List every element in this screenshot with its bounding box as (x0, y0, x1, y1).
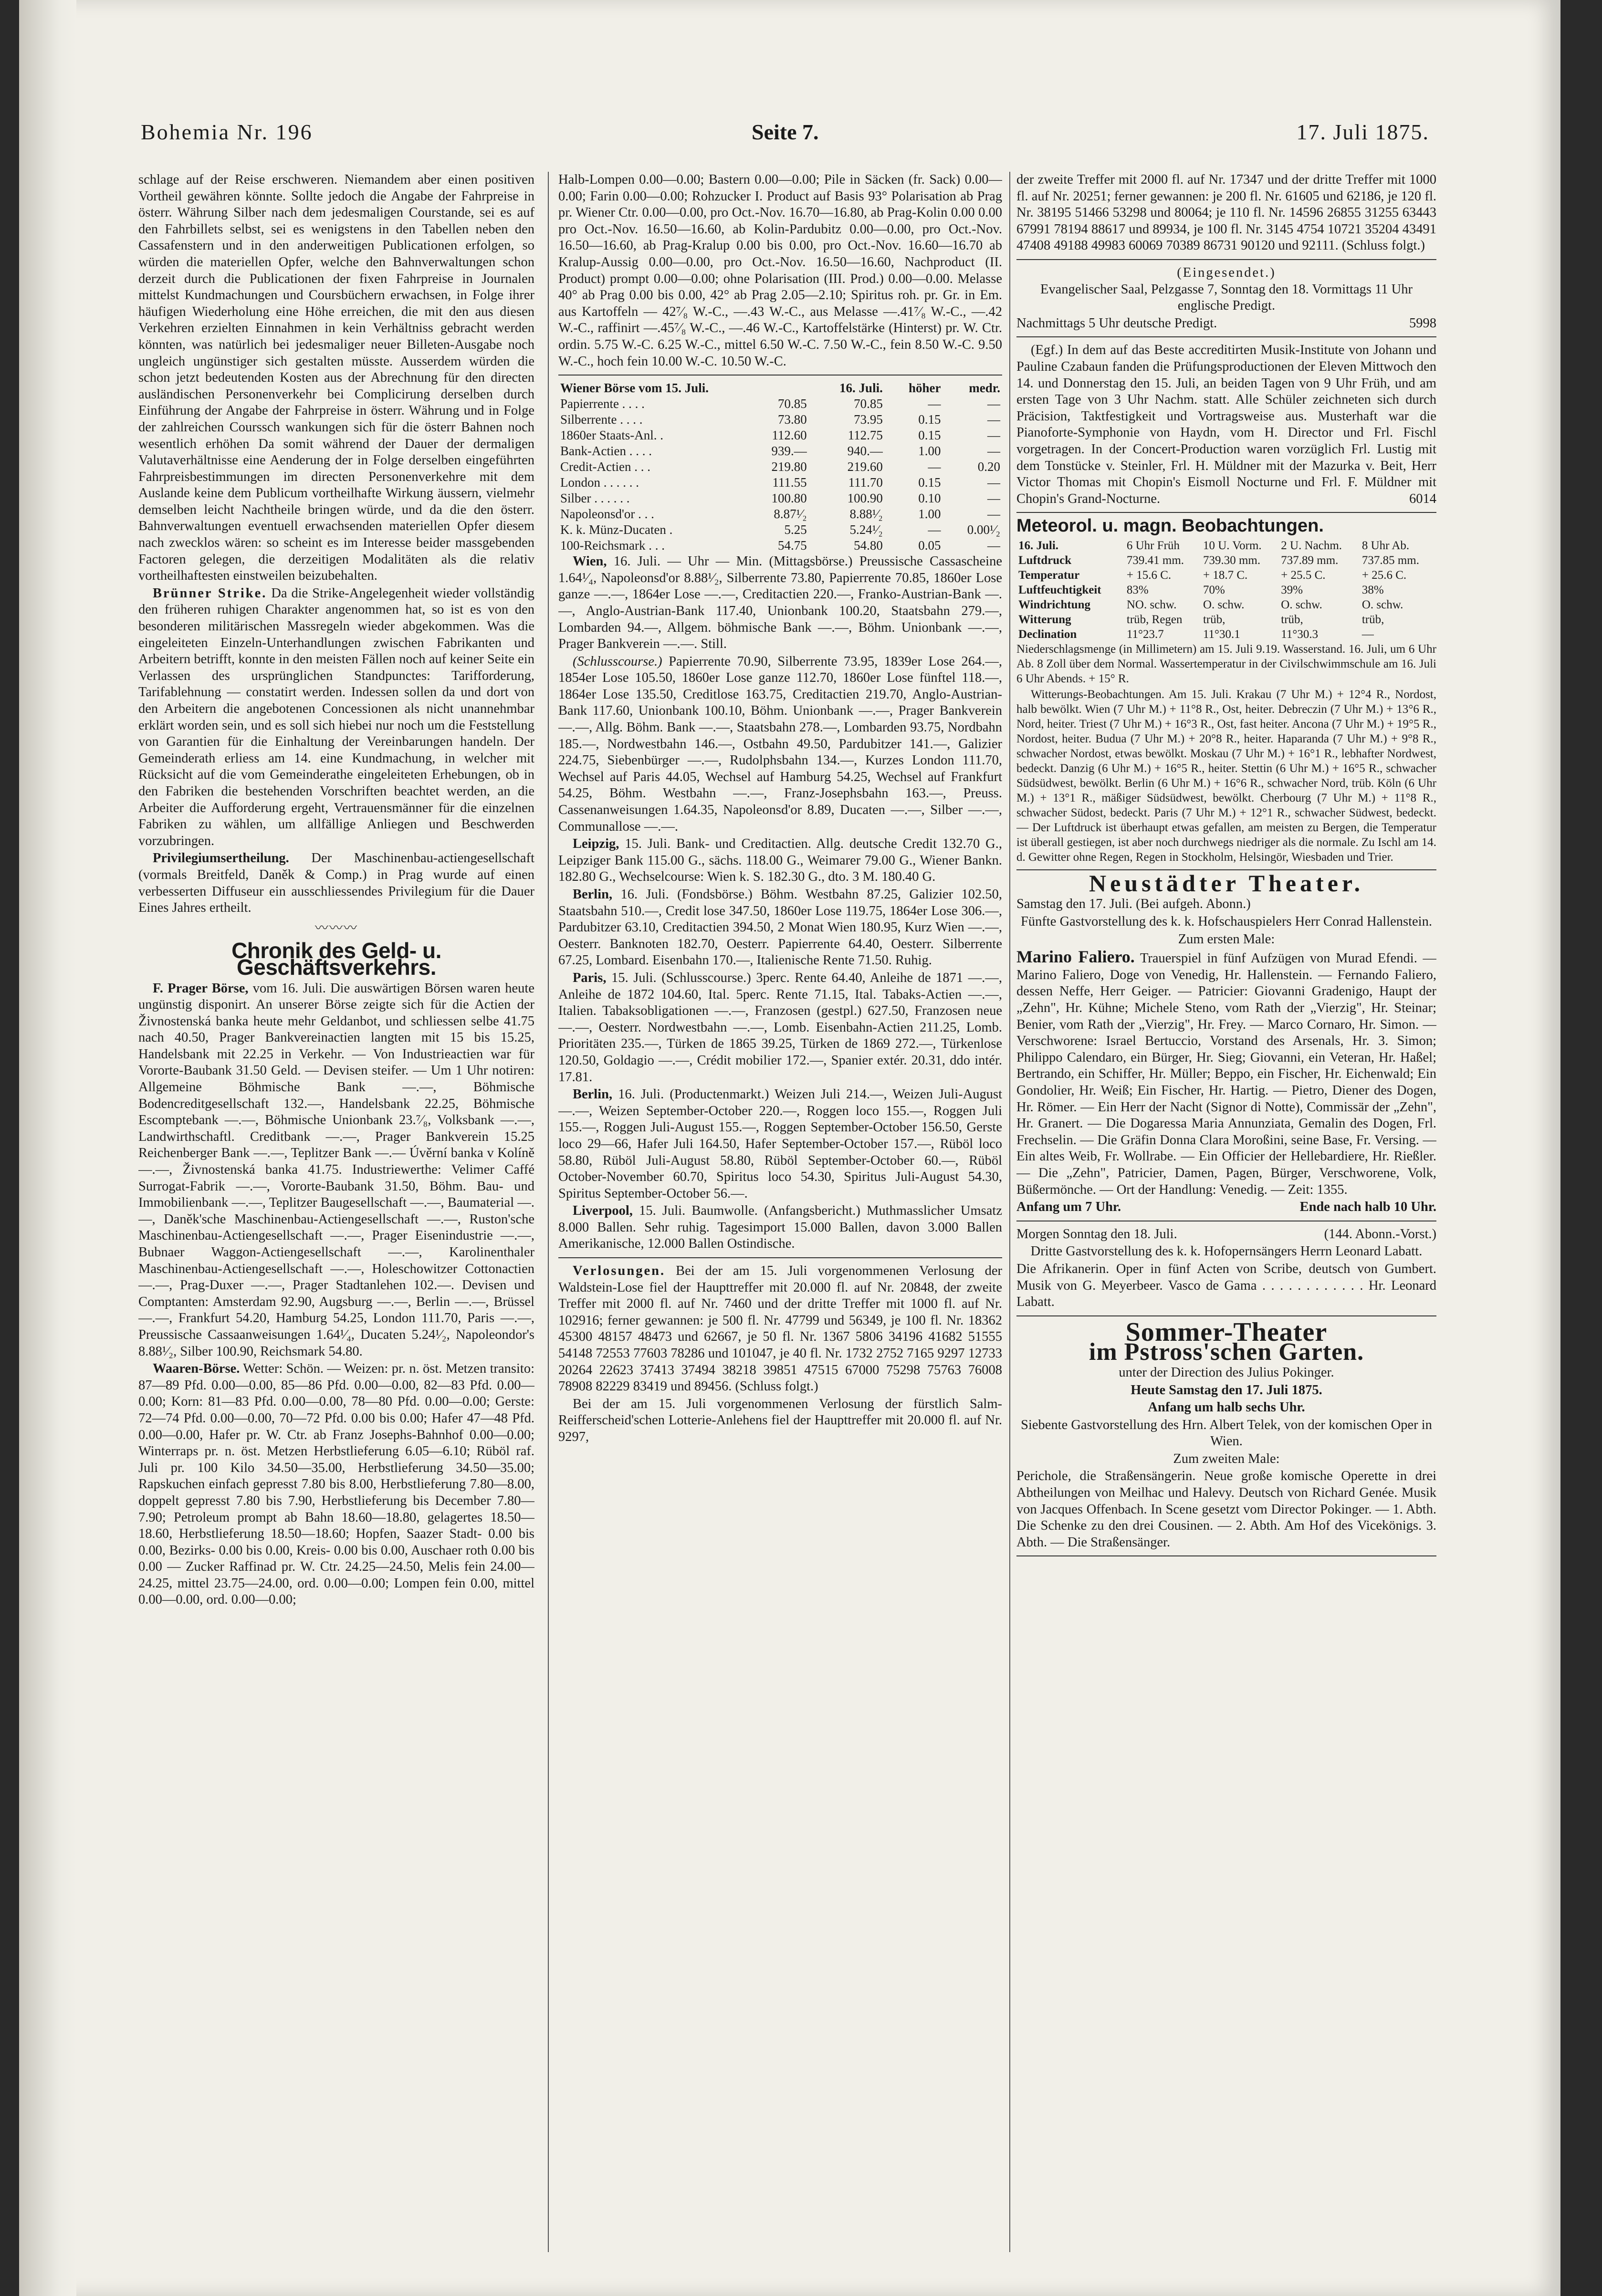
measure-name-cell: Windrichtung (1018, 598, 1090, 611)
table-header-cell: medr. (969, 381, 1000, 396)
table-header-cell: höher (908, 381, 941, 396)
value-cell: — (987, 412, 1000, 427)
value-cell: 5.24¹⁄₂ (849, 522, 883, 537)
divider (1016, 336, 1436, 337)
security-name-cell: 100-Reichsmark . . . (560, 538, 665, 553)
security-name-cell: Papierrente . . . . (560, 397, 645, 411)
column-2 (558, 172, 1002, 2252)
security-name-cell: London . . . . . . (560, 475, 639, 490)
theater-times (1016, 1199, 1436, 1216)
header-page-number: Seite 7. (752, 120, 819, 144)
table-header-row (1016, 538, 1436, 553)
church-notice-text: Nachmittags 5 Uhr deutsche Predigt. (1016, 315, 1217, 331)
security-name-cell: Silber . . . . . . (560, 491, 630, 506)
eingesendet-label: (Eingesendet.) (1177, 265, 1276, 280)
table-row (1016, 583, 1436, 597)
measure-name-cell: Declination (1018, 627, 1077, 641)
value-cell: 0.00¹⁄₂ (967, 522, 1000, 537)
notice-number: 6014 (1409, 491, 1436, 506)
article-heading: Berlin, (573, 1087, 613, 1102)
sommer-direction: unter der Direction des Julius Pokinger. (1119, 1365, 1334, 1380)
church-notice-2 (1016, 315, 1436, 332)
page-header (141, 110, 1429, 157)
value-cell: — (987, 507, 1000, 522)
column-rule-2 (1009, 172, 1010, 2252)
security-name-cell: Napoleonsd'or . . . (560, 507, 654, 522)
value-cell: 1.00 (918, 444, 941, 459)
value-cell: 739.30 mm. (1203, 553, 1261, 567)
table-row (1016, 553, 1436, 568)
article-continuation: Halb-Lompen 0.00—0.00; Bastern 0.00—0.00; Pile in Säcken (fr. Sack) 0.00—0.00; Farin 0.00—0.00; Rohzucker I. Product auf Basis 93° Polarisation ab Prag pr. Wiener Ctr. 0.00—0.00, pro Oct.-Nov. 16.70—16.80, ab Prag-Kolin 0.00 0.00 pro Oct.-Nov. 16.50—16.60, ab Kolin-Pardubitz 0.00—0.00, pro Oct.-Nov. 16.50—16.60, ab Prag-Kralup 0.00 bis 0.00, pro Oct.-Nov. 16.60—16.70 ab Kralup-Aussig 0.00—0.00, pro Oct.-Nov. 16.50—16.60, Nachproduct (II. Product) prompt 0.00—0.00; ohne Polarisation (III. Prod.) 0.00—0.00. Melasse 40° ab Prag 0.00 bis 0.00, 42° ab Prag 2.05—2.10; Spiritus roh. pr. Gr. in Em. aus Kartoffeln — 42⁷⁄₈ W.-C., —.43 W.-C., aus Melasse —.41⁷⁄₈ W.-C., —.42 W.-C., raffinirt —.45⁷⁄₈ W.-C., —.46 W.-C., Kartoffelstärke (Hinterst) pr. W. Ctr. ordin. 5.75 W.-C. 6.25 W.-C., mittel 6.50 W.-C. 7.50 W.-C., fein 8.50 W.-C. 9.50 W.-C., hoch fein 10.00 W.-C. 10.50 W.-C. (558, 172, 1002, 369)
article-waaren-boerse (138, 1361, 534, 1608)
table-row (558, 538, 1002, 553)
end-time: Ende nach halb 10 Uhr. (1299, 1200, 1436, 1215)
value-cell: 8.88¹⁄₂ (849, 507, 883, 522)
table-row (558, 396, 1002, 412)
theater-guest-2: Dritte Gastvorstellung des k. k. Hofopernsängers Herrn Leonard Labatt. (1030, 1244, 1423, 1259)
value-cell: 219.60 (847, 459, 883, 474)
value-cell: 38% (1361, 583, 1384, 596)
article-body: Bei der am 15. Juli vorgenommenen Verlosung der Waldstein-Lose fiel der Haupttreffer mit 20.000 fl. auf Nr. 20848, der zweite Treffer mit 2000 fl. auf Nr. 7460 und der dritte Treffer mit 1000 fl. auf Nr. 102916; ferner gewannen: je 500 fl. Nr. 47799 und 56349, je 100 fl. Nr. 18362 45300 48157 48473 und 62667, je 50 fl. Nr. 1367 5806 34196 41682 51555 54148 72553 77603 78286 und 101047, je 40 fl. Nr. 1732 2752 7165 9297 12733 20264 22623 37413 37494 38218 39851 47515 67000 75298 75763 76008 78908 82229 83419 und 89456. (Schluss folgt.) (558, 1263, 1002, 1394)
value-cell: — (987, 444, 1000, 459)
article-verlosungen-2: Bei der am 15. Juli vorgenommenen Verlosung der fürstlich Salm-Reifferscheid'schen Lotterie-Anlehens fiel der Haupttreffer mit 20.000 fl. auf Nr. 9297, (558, 1396, 1002, 1444)
newspaper-page (19, 0, 1560, 2296)
divider (1016, 259, 1436, 260)
measure-name-cell: Luftfeuchtigkeit (1018, 583, 1101, 596)
article-prager-boerse (138, 981, 534, 1360)
article-berlin-producten (558, 1086, 1002, 1202)
value-cell: 0.20 (977, 459, 1000, 474)
value-cell: — (928, 459, 941, 474)
table-header-cell: 6 Uhr Früh (1126, 539, 1180, 552)
section-title-meteo: Meteorol. u. magn. Beobachtungen. (1016, 516, 1324, 536)
value-cell: 219.80 (771, 459, 807, 474)
value-cell: — (987, 491, 1000, 506)
table-row (558, 522, 1002, 538)
divider (558, 375, 1002, 376)
security-name-cell: K. k. Münz-Ducaten . (560, 522, 673, 537)
wiener-boerse-table (558, 380, 1002, 553)
article-heading: Berlin, (573, 887, 613, 902)
sommer-start: Anfang um halb sechs Uhr. (1148, 1400, 1305, 1415)
article-leipzig (558, 836, 1002, 886)
value-cell: trüb, (1281, 613, 1303, 626)
value-cell: — (928, 397, 941, 411)
value-cell: 0.15 (918, 475, 941, 490)
article-body: (Egf.) In dem auf das Beste accreditirten Musik-Institute von Johann und Pauline Czabaun fanden die Prüfungsproductionen der Eleven Mittwoch den 14. und Donnerstag den 15. Juli, an beiden Tagen von 9 Uhr Früh, und am ersten Tage von 3 Uhr Nachm. statt. Alle Schüler zeichneten sich durch Präcision, Taktfestigkeit und Vortragsweise aus. Musterhaft war die Pianoforte-Symphonie von Haydn, vom H. Director und Frl. Fischl vorgetragen. In der Concert-Production waren vorzüglich Frl. Lustig mit dem Tonstücke v. Steinler, Frl. H. Müldner mit der Mazurka v. Beit, Herr Victor Thomas mit Chopin's Eismoll Nocturne und Frl. F. Müldner mit Chopin's Grand-Nocturne. (1016, 343, 1436, 506)
value-cell: O. schw. (1281, 598, 1322, 611)
header-masthead: Bohemia Nr. 196 (141, 120, 313, 144)
value-cell: 0.15 (918, 412, 941, 427)
value-cell: 83% (1126, 583, 1149, 596)
value-cell: 100.80 (771, 491, 807, 506)
article-body: vom 16. Juli. Die auswärtigen Börsen waren heute ungünstig disponirt. An unserer Börse zeigte sich für die Actien der Živnostenská banka heute mehr Geldanbot, und schliessen selbe 41.75 nach 40.50, Prager Bankvereinactien langten mit 15 bis 15.25, Handelsbank mit 22.25 in Verkehr. — Von Industrieactien war für Vororte-Baubank 31.50 Geld. — Devisen steifer. — Um 1 Uhr notiren: Allgemeine Böhmische Bank —.—, Böhmische Bodencreditgesellschaft 132.—, Handelsbank 22.25, Böhmische Escomptebank —.—, Böhmische Unionbank 23.⁷⁄₈, Volksbank —.—, Landwirthschaftl. Creditbank —.—, Prager Bankverein 15.25 Reichenberger Bank —.—, Teplitzer Bank —.— Úvěrní banka v Kolíně —.—, Živnostenská banka 41.75. Industriewerthe: Velimer Caffé Surrogat-Fabrik —.—, Vororte-Baubank 31.50, Böhm. Bau- und Immobilienbank —.—, Teplitzer Baugesellschaft —.—, Baumaterial —.—, Daněk'sche Maschinenbau-Actiengesellschaft —.—, Ruston'sche Maschinenbau-Actiengesellschaft —.—, Prager Eisenindustrie —.—, Bubnaer Waggon-Actiengesellschaft —.—, Karolinenthaler Maschinenbau-Actiengesellschaft —.—, Holeschowitzer Cottonactien —.—, Prag-Duxer —.—, Prager Stadtanlehen 102.—. Devisen und Comptanten: Amsterdam 92.90, Augsburg —.—, Berlin —.—, Brüssel —.—, Frankfurt 54.20, Hamburg 54.25, London 111.70, Paris —.—, Preussische Cassaanweisungen 1.64¹⁄₄, Ducaten 5.24¹⁄₂, Napoleondor's 8.88¹⁄₂, Silber 100.90, Reichsmark 54.80. (138, 981, 534, 1359)
sommer-date: Heute Samstag den 17. Juli 1875. (1131, 1382, 1322, 1398)
security-name-cell: 1860er Staats-Anl. . (560, 428, 663, 443)
article-body: Wetter: Schön. — Weizen: pr. n. öst. Metzen transito: 87—89 Pfd. 0.00—0.00, 85—86 Pfd. 0.00—0.00, 82—83 Pfd. 0.00—0.00; Korn: 81—83 Pfd. 0.00—0.00, 78—80 Pfd. 0.00—0.00; Gerste: 72—74 Pfd. 0.00—0.00, 70—72 Pfd. 0.00 bis 0.00; Hafer 47—48 Pfd. 0.00—0.00, Hafer pr. W. Ctr. ab Franz Josephs-Bahnhof 0.00—0.00; Winterraps pr. n. öst. Metzen Herbstlieferung 6.05—6.10; Rüböl raf. Juli pr. 100 Kilo 34.50—35.00, Herbstlieferung 34.50—35.00; Rapskuchen einfach gepresst 7.80 bis 8.00, Herbstlieferung 7.80—8.00, doppelt gepresst 7.80 bis 7.90, Herbstlieferung bis December 7.80—7.90; Petroleum prompt ab Bahn 18.60—18.80, gelagertes 18.50—18.60, Herbstlieferung 18.50—18.60; Hopfen, Saazer Stadt- 0.00 bis 0.00, Bezirks- 0.00 bis 0.00, Kreis- 0.00 bis 0.00, Auschaer roth 0.00 bis 0.00 — Zucker Raffinad pr. W. Ctr. 24.25—24.50, Melis fein 24.00—24.25, mittel 23.75—24.00, ord. 0.00—0.00; Lompen fein 0.00, mittel 0.00—0.00, ord. 0.00—0.00; (138, 1361, 534, 1607)
header-date: 17. Juli 1875. (1296, 120, 1429, 144)
theater-date: Samstag den 17. Juli. (Bei aufgeh. Abonn.) (1016, 897, 1251, 912)
value-cell: 5.25 (784, 522, 807, 537)
divider (1016, 512, 1436, 513)
table-row (1016, 597, 1436, 612)
article-continuation: der zweite Treffer mit 2000 fl. auf Nr. 17347 und der dritte Treffer mit 1000 fl. auf Nr. 20251; ferner gewannen: je 200 fl. Nr. 61605 und 62186, je 120 fl. Nr. 38195 51466 53298 und 80064; je 110 fl. Nr. 14596 26855 31255 63443 67991 78194 88617 und 89934, je 100 fl. Nr. 3145 4754 10721 35204 43491 47408 49188 49983 60069 70389 86731 90120 und 92111. (Schluss folgt.) (1016, 172, 1436, 253)
section-title-chronik: Chronik des Geld- u. Geschäftsverkehrs. (231, 938, 441, 980)
table-row (1016, 627, 1436, 642)
value-cell: 0.10 (918, 491, 941, 506)
article-liverpool (558, 1203, 1002, 1252)
value-cell: 73.80 (777, 412, 807, 427)
page-binding-shadow (19, 0, 76, 2296)
value-cell: 739.41 mm. (1126, 553, 1184, 567)
value-cell: 11°30.1 (1203, 627, 1240, 641)
article-heading: Wien, (573, 554, 607, 569)
article-body: 16. Juli. (Productenmarkt.) Weizen Juli 214.—, Weizen Juli-August —.—, Weizen September-October 220.—, Roggen loco 155.—, Roggen Juli 155.—, Roggen Juli-August 155.—, Roggen September-October 156.50, Gerste loco 29—66, Hafer Juli 164.50, Hafer September-October 157.—, Rüböl loco 58.80, Rüböl Juli-August 58.80, Rüböl September-October 60.—, Rüböl October-November 60.70, Spiritus loco 54.30, Spiritus Juli-August 54.30, Spiritus September-October 56.—. (558, 1087, 1002, 1201)
article-heading: Waaren-Börse. (153, 1361, 240, 1377)
value-cell: — (1361, 627, 1374, 641)
article-body: 15. Juli. Bank- und Creditactien. Allg. deutsche Credit 132.70 G., Leipziger Bank 115.00 G., sächs. 118.00 G., Weimarer 79.00 G., Wiener Bankn. 182.80 G., Wechselcourse: Wien k. S. 182.30 G., dto. 3 M. 180.40 G. (558, 836, 1002, 885)
value-cell: 0.15 (918, 428, 941, 443)
security-name-cell: Silberrente . . . . (560, 412, 643, 427)
theater-title: Neustädter Theater. (1089, 869, 1364, 897)
table-header-row (558, 380, 1002, 396)
table-header-cell: 16. Juli. (839, 381, 883, 396)
table-header-cell: 10 U. Vorm. (1203, 539, 1262, 552)
value-cell: 70% (1203, 583, 1225, 596)
value-cell: 112.60 (772, 428, 807, 443)
value-cell: + 25.5 C. (1281, 568, 1326, 582)
table-header-cell: 8 Uhr Ab. (1361, 539, 1410, 552)
section-divider: 〰〰〰 (314, 920, 358, 936)
value-cell: 737.89 mm. (1281, 553, 1339, 567)
column-1 (138, 172, 534, 2252)
measure-name-cell: Witterung (1018, 613, 1071, 626)
table-row (558, 443, 1002, 459)
measure-name-cell: Temperatur (1018, 568, 1080, 582)
article-berlin (558, 887, 1002, 969)
notice-number: 5998 (1409, 315, 1436, 331)
security-name-cell: Credit-Actien . . . (560, 459, 650, 474)
start-time: Anfang um 7 Uhr. (1016, 1200, 1121, 1215)
article-musik-institut (1016, 342, 1436, 507)
table-row (1016, 612, 1436, 627)
table-header-cell: 2 U. Nachm. (1281, 539, 1342, 552)
theater-guest: Fünfte Gastvorstellung des k. k. Hofschauspielers Herr Conrad Hallenstein. (1021, 914, 1432, 929)
article-heading: F. Prager Börse, (153, 981, 249, 996)
value-cell: + 18.7 C. (1203, 568, 1248, 582)
sommer-theater-subtitle: im Pstross'schen Garten. (1089, 1338, 1364, 1366)
value-cell: — (987, 428, 1000, 443)
value-cell: 11°30.3 (1281, 627, 1319, 641)
table-row (558, 475, 1002, 491)
measure-name-cell: Luftdruck (1018, 553, 1072, 567)
article-heading: (Schlusscourse.) (573, 654, 662, 669)
play-title: Marino Faliero. (1016, 947, 1135, 967)
sommer-theater-ad (1016, 1315, 1436, 1557)
article-body: 16. Juli. (Fondsbörse.) Böhm. Westbahn 87.25, Galizier 102.50, Staatsbahn 510.—, Credit lose 347.50, 1860er Lose 119.75, 1864er Lose 306.—, Pardubitzer 63.10, Creditactien 394.50, 2 Monat Wien 180.95, Kurz Wien —.—, Oesterr. Banknoten 182.70, Oesterr. Papierrente 64.40, Oesterr. Silberrente 67.25, Lombard. Eisenbahn 170.—, Italienische Rente 71.50. Ruhig. (558, 887, 1002, 968)
value-cell: 8.87¹⁄₂ (774, 507, 807, 522)
table-row (1016, 568, 1436, 583)
value-cell: 940.— (847, 444, 883, 459)
value-cell: trüb, (1203, 613, 1225, 626)
value-cell: 11°23.7 (1126, 627, 1164, 641)
value-cell: — (987, 397, 1000, 411)
value-cell: 112.75 (848, 428, 883, 443)
meteo-notes: Niederschlagsmenge (in Millimetern) am 15. Juli 9.19. Wasserstand. 16. Juli, um 6 Uhr Ab. 8 Zoll über dem Normal. Wassertemperatur in der Civilschwimmschule am 16. Juli 6 Uhr Abends. + 15° R. (1016, 642, 1436, 685)
article-body: 16. Juli. — Uhr — Min. (Mittagsbörse.) Preussische Cassascheine 1.64¹⁄₄, Napoleonsd'or 8.88¹⁄₂, Silberrente 73.80, Papierrente 70.85, 1860er Lose ganze —.—, 1864er Lose —.—, Creditactien 220.—, Franko-Austrian-Bank —.—, Anglo-Austrian-Bank 117.40, Unionbank 100.20, Staatsbahn 279.—, Lombarden 94.—, Allgem. böhmische Bank —.—, Böhm. Unionbank —.—, Prager Bankverein —.—. Still. (558, 554, 1002, 652)
value-cell: O. schw. (1361, 598, 1403, 611)
value-cell: 0.05 (918, 538, 941, 553)
article-verlosungen (558, 1263, 1002, 1395)
value-cell: 70.85 (777, 397, 807, 411)
tomorrow-date: Morgen Sonntag den 18. Juli. (1016, 1226, 1177, 1242)
article-schluss (558, 654, 1002, 835)
value-cell: 939.— (771, 444, 807, 459)
table-row (558, 506, 1002, 522)
column-rule-1 (548, 172, 549, 2252)
value-cell: 54.80 (854, 538, 883, 553)
theater-first-time: Zum ersten Male: (1178, 931, 1275, 947)
theater-tomorrow (1016, 1226, 1436, 1243)
value-cell: 737.85 mm. (1361, 553, 1419, 567)
article-heading: Privilegiumsertheilung. (153, 851, 289, 866)
value-cell: 39% (1281, 583, 1303, 596)
article-paris (558, 970, 1002, 1085)
sommer-play: Perichole, die Straßensängerin. Neue große komische Operette in drei Abtheilungen von Meilhac und Halevy. Deutsch von Richard Genée. Musik von Jacques Offenbach. In Scene gesetzt vom Director Pokinger. — 1. Abth. Die Schenke zu den drei Cousinen. — 2. Abth. Am Hof des Vicekönigs. 3. Abth. — Die Straßensänger. (1016, 1469, 1436, 1550)
table-header-cell: 16. Juli. (1018, 539, 1059, 552)
divider (558, 1257, 1002, 1258)
table-row (558, 428, 1002, 443)
column-3 (1016, 172, 1436, 2252)
article-heading: Brünner Strike. (153, 585, 267, 601)
article-privilegium (138, 850, 534, 916)
article-body: Der Maschinenbau-actiengesellschaft (vormals Breitfeld, Daněk & Comp.) in Prag wurde auf einen verbesserten Diffuseur ein ausschliessendes Privilegium für die Dauer Eines Jahres ertheilt. (138, 851, 534, 916)
sommer-second-time: Zum zweiten Male: (1173, 1451, 1280, 1466)
article-heading: Verlosungen. (573, 1263, 666, 1279)
value-cell: + 25.6 C. (1361, 568, 1407, 582)
theater-opera: Die Afrikanerin. Oper in fünf Acten von Scribe, deutsch von Gumbert. Musik von G. Meyerbeer. Vasco de Gama . . . . . . . . . . . . Hr. Leonard Labatt. (1016, 1261, 1436, 1310)
value-cell: 100.90 (847, 491, 883, 506)
security-name-cell: Bank-Actien . . . . (560, 444, 652, 459)
value-cell: — (987, 475, 1000, 490)
table-header-cell: Wiener Börse vom 15. Juli. (560, 381, 709, 396)
meteo-table (1016, 538, 1436, 642)
value-cell: 70.85 (854, 397, 883, 411)
value-cell: + 15.6 C. (1126, 568, 1172, 582)
table-row (558, 491, 1002, 506)
article-body: Papierrente 70.90, Silberrente 73.95, 1839er Lose 264.—, 1854er Lose 105.50, 1860er Lose ganze 112.70, 1860er Lose fünftel 118.—, 1864er Lose 135.50, Creditlose 163.75, Creditactien 219.70, Anglo-Austrian-Bank 117.60, Unionbank 100.10, Böhm. Unionbank —.—, Prager Bankverein —.—, Allg. Böhm. Bank —.—, Staatsbahn 278.—, Lombarden 93.75, Nordbahn 185.—, Nordwestbahn 146.—, Ostbahn 49.50, Pardubitzer 141.—, Galizier 224.75, Siebenbürger —.—, Rudolphsbahn 134.—, Kurzes London 111.70, Wechsel auf Paris 44.05, Wechsel auf Hamburg 54.25, Wechsel auf Frankfurt 54.25, Böhm. Westbahn —.—, Franz-Josephsbahn 163.—, Preuss. Cassenanweisungen 1.64.35, Napoleonsd'or 8.89, Ducaten —.—, Silber —.—, Communallose —.—. (558, 654, 1002, 834)
value-cell: 111.55 (772, 475, 807, 490)
church-notice: Evangelischer Saal, Pelzgasse 7, Sonntag den 18. Vormittags 11 Uhr englische Predigt. (1040, 282, 1413, 313)
value-cell: — (928, 522, 941, 537)
article-wien (558, 553, 1002, 653)
value-cell: trüb, (1361, 613, 1384, 626)
value-cell: 73.95 (854, 412, 883, 427)
play-cast: Trauerspiel in fünf Aufzügen von Murad Efendi. — Marino Faliero, Doge von Venedig, Hr. Hallenstein. — Fernando Faliero, dessen Neffe, Herr Geiger. — Patricier: Giovanni Gradenigo, Haupt der „Zehn", Hr. Kühne; Michele Steno, vom Rath der „Vierzig", Hr. Steinar; Benier, vom Rath der „Vierzig", Hr. Frey. — Marco Cornaro, Hr. Simon. — Verschworene: Israel Bertuccio, Vorstand des Arsenals, Hr. 3. Simon; Philippo Calendaro, ein Bürger, Hr. Sieg; Giovanni, ein Veteran, Hr. Haßel; Bertrando, ein Schiffer, Hr. Müller; Beppo, ein Fischer, Hr. Eichenwald; Ein Gondolier, Hr. Weiß; Ein Fischer, Hr. Hartig. — Pietro, Diener des Dogen, Hr. Römer. — Ein Herr der Nacht (Signor di Notte), Commissär der „Zehn", Hr. Granert. — Die Dogaressa Maria Annunziata, Gemalin des Dogen, Frl. Frechselin. — Die Gräfin Donna Clara Moroßini, seine Base, Fr. Versing. — Ein altes Weib, Fr. Wollrabe. — Ein Officier der Hellebardiere, Hr. Rießler. — Die „Zehn", Patricier, Damen, Pagen, Bürger, Verschworene, Volk, Büßermönche. — Ort der Handlung: Venedig. — Zeit: 1355. (1016, 951, 1436, 1197)
article-bruenner-strike (138, 585, 534, 850)
table-row (558, 459, 1002, 475)
article-body: 15. Juli. (Schlusscourse.) 3perc. Rente 64.40, Anleihe de 1871 —.—, Anleihe de 1872 104.60, Ital. 5perc. Rente 71.15, Ital. Tabaks-Actien —.—, Italien. Tabaksobligationen —.—, Franzosen (gestpl.) 627.50, Franzosen neue —.—, Oesterr. Nordwestbahn —.—, Lomb. Eisenbahn-Actien 211.25, Lomb. Prioritäten 235.—, Türken de 1865 39.25, Türken de 1869 272.—, Türkenlose 120.50, Goldagio —.—, Crédit mobilier 172.—, Spanier extér. 20.31, ddo intér. 17.81. (558, 970, 1002, 1085)
article-heading: Paris, (573, 970, 607, 985)
value-cell: O. schw. (1203, 598, 1245, 611)
witterung-beobachtungen: Witterungs-Beobachtungen. Am 15. Juli. Krakau (7 Uhr M.) + 12°4 R., Nordost, halb bewölkt. Wien (7 Uhr M.) + 11°8 R., Ost, heiter. Debreczin (7 Uhr M.) + 13°6 R., Nord, heiter. Triest (7 Uhr M.) + 16°3 R., Ost, fast heiter. Ancona (7 Uhr M.) + 19°5 R., Nordost, heiter. Budua (7 Uhr M.) + 20°8 R., heiter. Haparanda (7 Uhr M.) + 9°8 R., schwacher Nordost, etwas bewölkt. Moskau (7 Uhr M.) + 16°1 R., lebhafter Nordwest, bedeckt. Danzig (6 Uhr M.) + 16°5 R., heiter. Stettin (6 Uhr M.) + 16°5 R., schwacher Südsüdwest, bewölkt. Berlin (6 Uhr M.) + 16°6 R., schwacher Nord, trüb. Köln (6 Uhr M.) + 13°1 R., mäßiger Südsüdwest, bewölkt. Cherbourg (7 Uhr M.) + 11°8 R., schwacher Südost, bedeckt. Paris (7 Uhr M.) + 12°1 R., schwacher Südwest, bedeckt. — Der Luftdruck ist überhaupt etwas gefallen, am meisten zu Bergen, die Temperatur ist überall gestiegen, ist aber noch durchwegs niedriger als die normale. Zu Ischl am 14. d. Gewitter ohne Regen, Regen in Stockholm, Helsingör, Wiesbaden und Trier. (1016, 688, 1436, 864)
article-body: 15. Juli. Baumwolle. (Anfangsbericht.) Muthmasslicher Umsatz 8.000 Ballen. Sehr ruhig. Tagesimport 15.000 Ballen, davon 3.000 Ballen Amerikanische, 12.000 Ballen Ostindische. (558, 1203, 1002, 1252)
abonnement: (144. Abonn.-Vorst.) (1324, 1226, 1436, 1242)
table-row (558, 412, 1002, 428)
value-cell: NO. schw. (1126, 598, 1177, 611)
value-cell: trüb, Regen (1126, 613, 1183, 626)
value-cell: 111.70 (848, 475, 883, 490)
sommer-theater-title: Sommer-Theater (1125, 1317, 1328, 1347)
article-body: Da die Strike-Angelegenheit wieder vollständig den früheren ruhigen Charakter angenommen hat, so ist es von den besonderen militärischen Massregeln wieder abgekommen. Was die eingeleiteten Einzeln-Unterhandlungen zwischen Fabrikanten und Arbeitern betrifft, konnte in den meisten Fällen noch auf keiner Seite ein Verlassen des ursprünglichen Standpunctes: Tarifforderung, Tarifablehnung — constatirt werden. Indessen sollen da und dort von den Arbeitern die angebotenen Concessionen als nicht unannehmbar erklärt worden sein, und es soll sich hiebei nur noch um die Feststellung von Garantien für die Einhaltung der Vereinbarungen handeln. Der Gemeinderath erliess am 14. eine Kundmachung, in welcher mit Rücksicht auf die vom Gemeinderathe eingeleiteten Erhebungen, ob in den Fabriken die bestehenden Vorschriften beachtet werden, an die Arbeiter die Aufforderung ergeht, Vertrauensmänner für die einzelnen Fabriken zu wählen, um allfällige Anliegen und Beschwerden vorzubringen. (138, 585, 534, 848)
value-cell: 54.75 (777, 538, 807, 553)
theater-play (1016, 949, 1436, 1198)
sommer-guest: Siebente Gastvorstellung des Hrn. Albert Telek, von der komischen Oper in Wien. (1021, 1417, 1432, 1449)
article-heading: Leipzig, (573, 836, 619, 852)
value-cell: 1.00 (918, 507, 941, 522)
article-heading: Liverpool, (573, 1203, 633, 1219)
article-continuation: schlage auf der Reise erschweren. Niemandem aber einen positiven Vortheil gewähren könnte. Sollte jedoch die Angabe der Fahrpreise in österr. Währung Silber nach dem jedesmaligen Courstande, sei es auf den Fahrbillets selbst, sei es wenigstens in den Tabellen neben den Cassafenstern und in den anderweitigen Publicationen erfolgen, so würden die materiellen Opfer, welche den Bahnverwaltungen schon derzeit durch die Publicationen der fixen Fahrpreise in Journalen mittelst Kundmachungen und Coursbüchern erwachsen, in Folge ihrer häufigen Wiederholung eine Höhe erreichen, die mit den aus diesen Verkehren erzielten Einnahmen in kein Verhältniss gebracht werden könnten, was natürlich bei jedesmaliger neuer Billeten-Ausgabe noch ungleich ungünstiger sich gestalten müsste. Ausserdem würden die schon jetzt bedeutenden Kosten aus der Abrechnung für den directen ausländischen Personenverkehr bei Complicirung derselben durch Einführung der Angabe der Fahrpreise in österr. Währung und in Folge der zahlreichen Courssch wankungen sich für die österr Bahnen noch wesentlich erhöhen Da somit während der Dauer der dermaligen Valutaverhältnisse eine Aenderung der in Folge derselben eingeführten Fahrpreisbestimmungen im directen Personenverkehre mit dem Auslande keine dem Publicum vortheilhafte Wirkung äussern, vielmehr demselben leicht Nachtheile bringen würde, und da die den österr. Bahnverwaltungen eventuell erwachsenden materiellen Opfer diesem nach zwecklos wären: so scheint es im Interesse beider massgebenden Factoren gelegen, die derzeitigen Modalitäten als die relativ vortheilhaftesten einstweilen beizubehalten. (138, 172, 534, 584)
value-cell: — (987, 538, 1000, 553)
